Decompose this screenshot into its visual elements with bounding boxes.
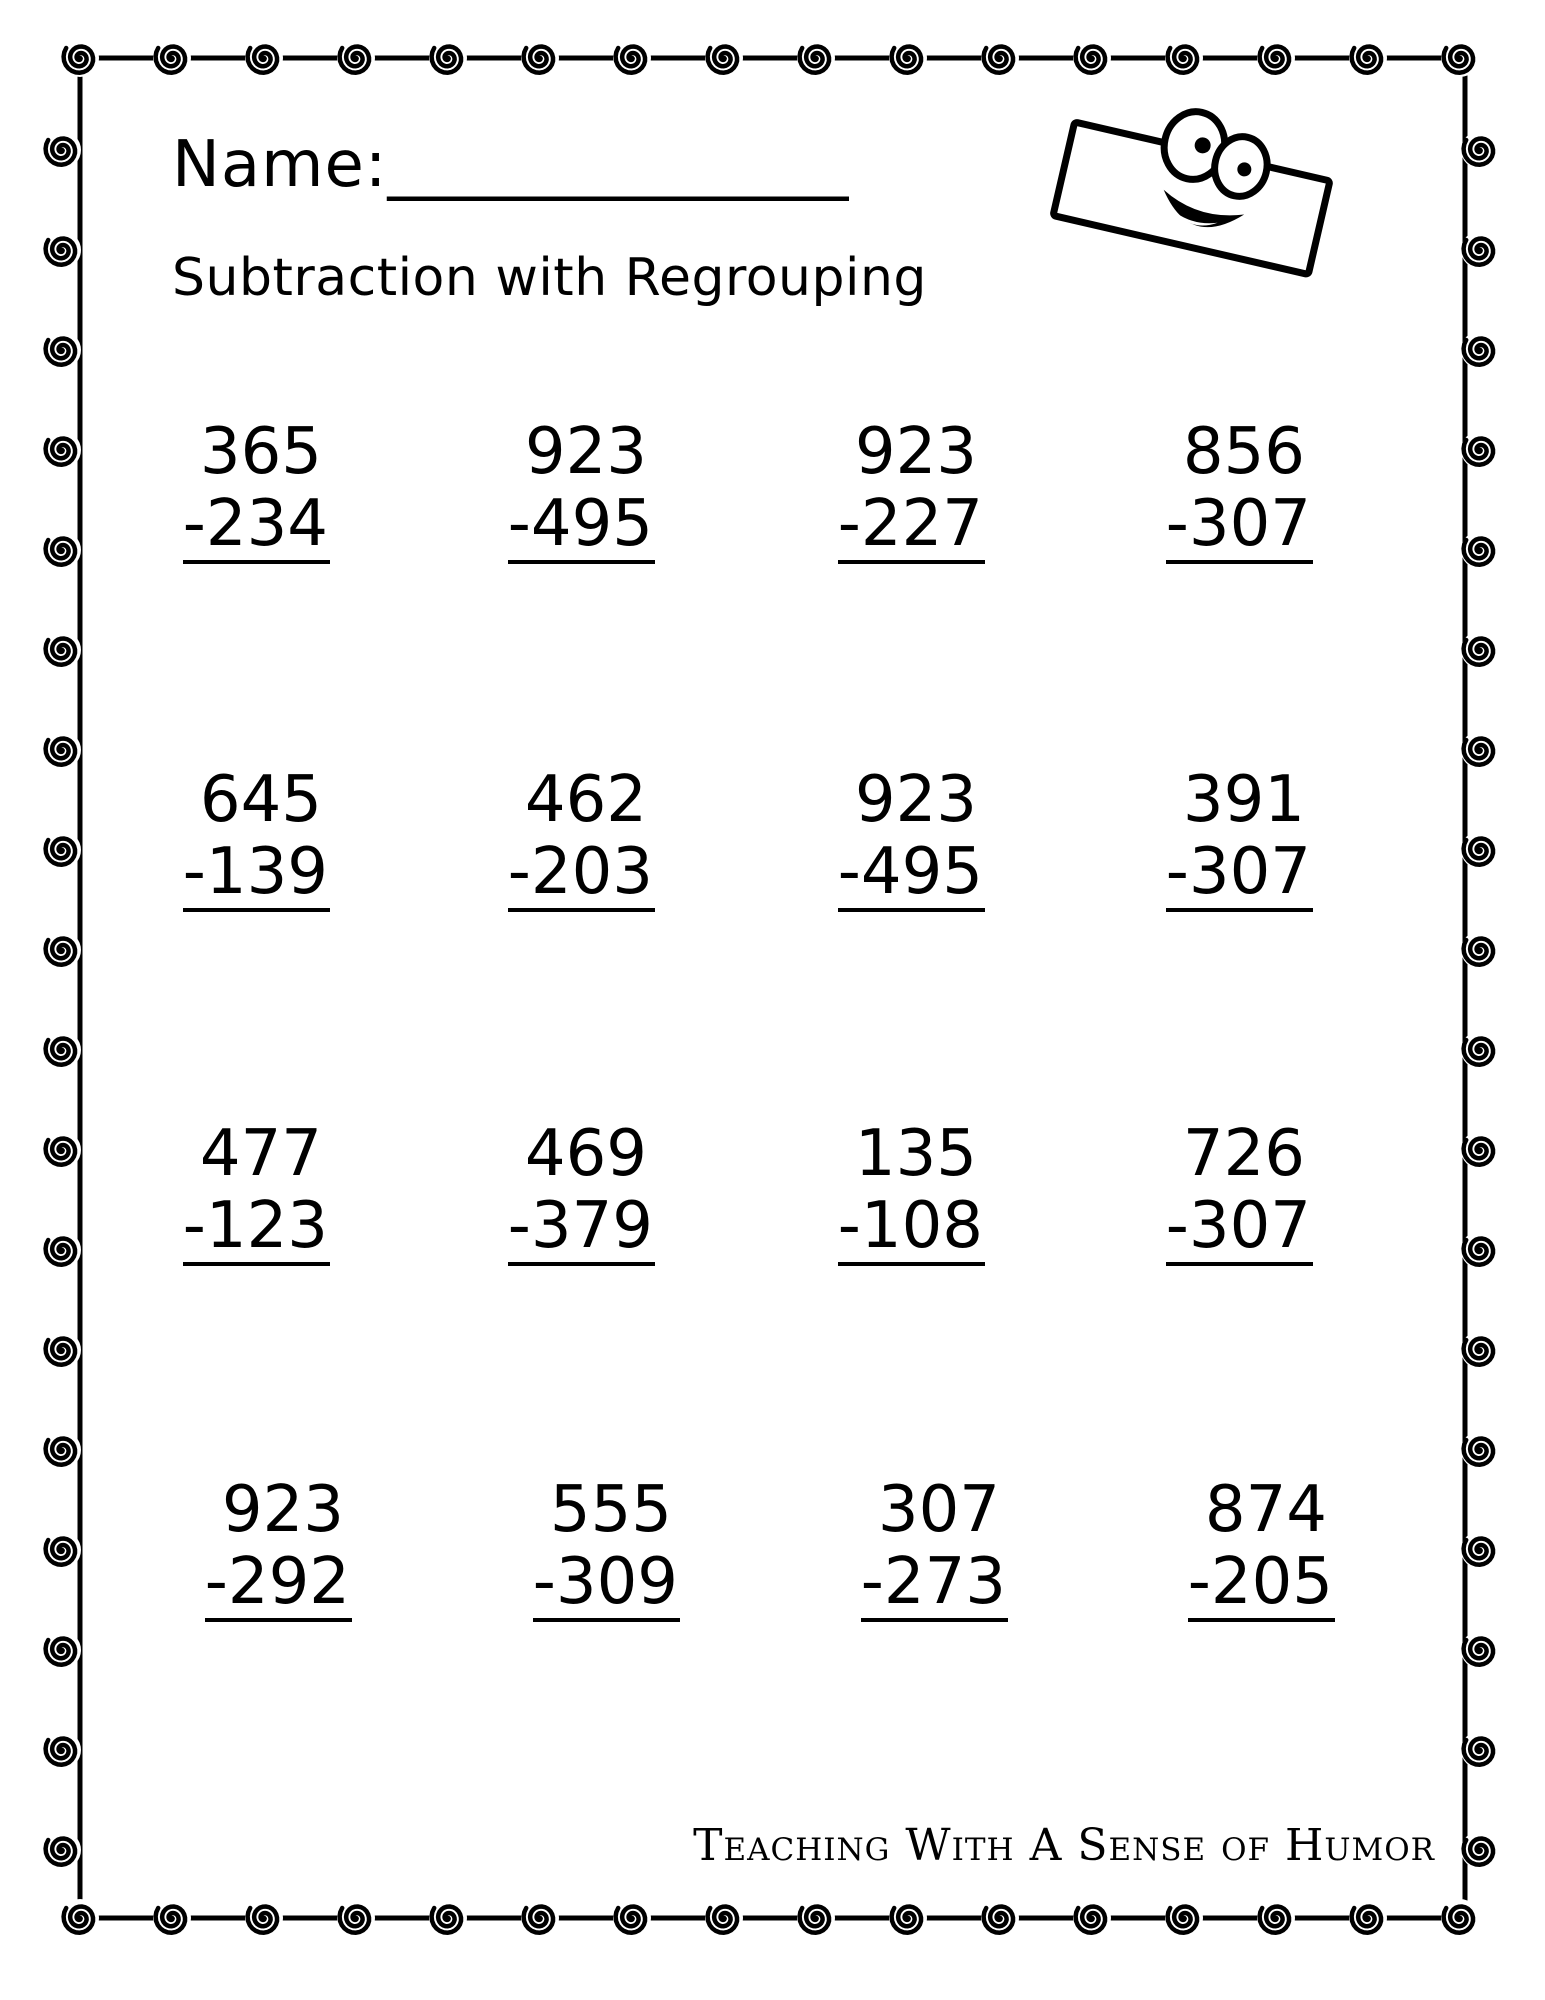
swirl-icon xyxy=(797,1899,835,1937)
swirl-icon xyxy=(705,1899,743,1937)
swirl-icon xyxy=(705,39,743,77)
minuend: 135 xyxy=(854,1117,977,1191)
swirl-icon xyxy=(1461,131,1499,169)
swirl-icon xyxy=(1461,931,1499,969)
swirl-icon xyxy=(889,1899,927,1937)
swirl-icon xyxy=(43,531,81,569)
swirl-icon xyxy=(1461,1131,1499,1169)
problem-13 xyxy=(122,1473,352,1634)
minuend: 645 xyxy=(199,763,322,837)
problem-3 xyxy=(755,415,985,576)
problem-10 xyxy=(425,1117,655,1278)
minuend: 923 xyxy=(221,1473,344,1547)
minuend: 365 xyxy=(199,415,322,489)
swirl-icon xyxy=(43,1831,81,1869)
minuend: 555 xyxy=(549,1473,672,1547)
minuend: 856 xyxy=(1182,415,1305,489)
subtrahend: -307 xyxy=(1166,840,1313,912)
swirl-icon xyxy=(43,631,81,669)
swirl-icon xyxy=(43,931,81,969)
swirl-icon xyxy=(43,1431,81,1469)
swirl-icon xyxy=(1461,1731,1499,1769)
problem-11 xyxy=(755,1117,985,1278)
subtrahend: -495 xyxy=(838,840,985,912)
swirl-icon xyxy=(245,39,283,77)
subtrahend: -273 xyxy=(861,1550,1008,1622)
swirl-icon xyxy=(521,1899,559,1937)
swirl-icon xyxy=(337,39,375,77)
swirl-icon xyxy=(1073,1899,1111,1937)
swirl-icon xyxy=(521,39,559,77)
swirl-icon xyxy=(1461,631,1499,669)
minuend: 874 xyxy=(1204,1473,1327,1547)
smiling-rectangle-mascot-icon xyxy=(1048,100,1348,300)
swirl-icon xyxy=(613,1899,651,1937)
subtrahend: -108 xyxy=(838,1194,985,1266)
swirl-icon xyxy=(61,1899,99,1937)
problem-12 xyxy=(1083,1117,1313,1278)
swirl-icon xyxy=(1349,39,1387,77)
swirl-icon xyxy=(43,131,81,169)
swirl-icon xyxy=(43,1031,81,1069)
subtrahend: -307 xyxy=(1166,492,1313,564)
minuend: 923 xyxy=(524,415,647,489)
problem-16 xyxy=(1105,1473,1335,1634)
problem-14 xyxy=(450,1473,680,1634)
problem-5 xyxy=(100,763,330,924)
swirl-icon xyxy=(43,331,81,369)
problem-8 xyxy=(1083,763,1313,924)
swirl-icon xyxy=(337,1899,375,1937)
swirl-icon xyxy=(43,1231,81,1269)
swirl-icon xyxy=(43,431,81,469)
swirl-icon xyxy=(1461,1231,1499,1269)
swirl-icon xyxy=(981,1899,1019,1937)
swirl-icon xyxy=(1461,831,1499,869)
swirl-icon xyxy=(429,1899,467,1937)
problem-1 xyxy=(100,415,330,576)
swirl-icon xyxy=(429,39,467,77)
swirl-icon xyxy=(1073,39,1111,77)
swirl-icon xyxy=(1461,731,1499,769)
swirl-icon xyxy=(43,1631,81,1669)
subtrahend: -123 xyxy=(183,1194,330,1266)
subtrahend: -307 xyxy=(1166,1194,1313,1266)
subtrahend: -205 xyxy=(1188,1550,1335,1622)
swirl-icon xyxy=(889,39,927,77)
minuend: 726 xyxy=(1182,1117,1305,1191)
swirl-icon xyxy=(1461,1331,1499,1369)
swirl-icon xyxy=(43,831,81,869)
swirl-icon xyxy=(1165,1899,1203,1937)
swirl-icon xyxy=(1349,1899,1387,1937)
swirl-icon xyxy=(1461,1031,1499,1069)
worksheet-title: Subtraction with Regrouping xyxy=(172,248,927,308)
problem-15 xyxy=(778,1473,1008,1634)
subtrahend: -139 xyxy=(183,840,330,912)
footer-credit: Teaching With A Sense of Humor xyxy=(693,1820,1435,1871)
swirl-icon xyxy=(1165,39,1203,77)
swirl-icon xyxy=(1257,1899,1295,1937)
minuend: 923 xyxy=(854,763,977,837)
problem-7 xyxy=(755,763,985,924)
problem-6 xyxy=(425,763,655,924)
swirl-icon xyxy=(43,1331,81,1369)
swirl-icon xyxy=(1441,39,1479,77)
swirl-icon xyxy=(1461,1531,1499,1569)
swirl-icon xyxy=(43,1531,81,1569)
swirl-icon xyxy=(613,39,651,77)
swirl-icon xyxy=(43,231,81,269)
subtrahend: -379 xyxy=(508,1194,655,1266)
swirl-icon xyxy=(153,39,191,77)
swirl-icon xyxy=(1257,39,1295,77)
minuend: 307 xyxy=(877,1473,1000,1547)
minuend: 391 xyxy=(1182,763,1305,837)
minuend: 469 xyxy=(524,1117,647,1191)
problem-4 xyxy=(1083,415,1313,576)
swirl-icon xyxy=(1461,231,1499,269)
subtrahend: -203 xyxy=(508,840,655,912)
swirl-icon xyxy=(153,1899,191,1937)
swirl-icon xyxy=(1461,1431,1499,1469)
subtrahend: -227 xyxy=(838,492,985,564)
swirl-icon xyxy=(797,39,835,77)
minuend: 923 xyxy=(854,415,977,489)
swirl-icon xyxy=(43,1731,81,1769)
subtrahend: -292 xyxy=(205,1550,352,1622)
swirl-icon xyxy=(1461,431,1499,469)
swirl-icon xyxy=(61,39,99,77)
swirl-icon xyxy=(1441,1899,1479,1937)
swirl-icon xyxy=(981,39,1019,77)
subtrahend: -309 xyxy=(533,1550,680,1622)
swirl-icon xyxy=(1461,1631,1499,1669)
swirl-icon xyxy=(1461,531,1499,569)
minuend: 477 xyxy=(199,1117,322,1191)
subtrahend: -234 xyxy=(183,492,330,564)
swirl-icon xyxy=(245,1899,283,1937)
minuend: 462 xyxy=(524,763,647,837)
problem-2 xyxy=(425,415,655,576)
name-label: Name:______________ xyxy=(172,128,850,202)
problem-9 xyxy=(100,1117,330,1278)
swirl-icon xyxy=(43,731,81,769)
subtrahend: -495 xyxy=(508,492,655,564)
swirl-icon xyxy=(43,1131,81,1169)
swirl-icon xyxy=(1461,331,1499,369)
swirl-icon xyxy=(1461,1831,1499,1869)
